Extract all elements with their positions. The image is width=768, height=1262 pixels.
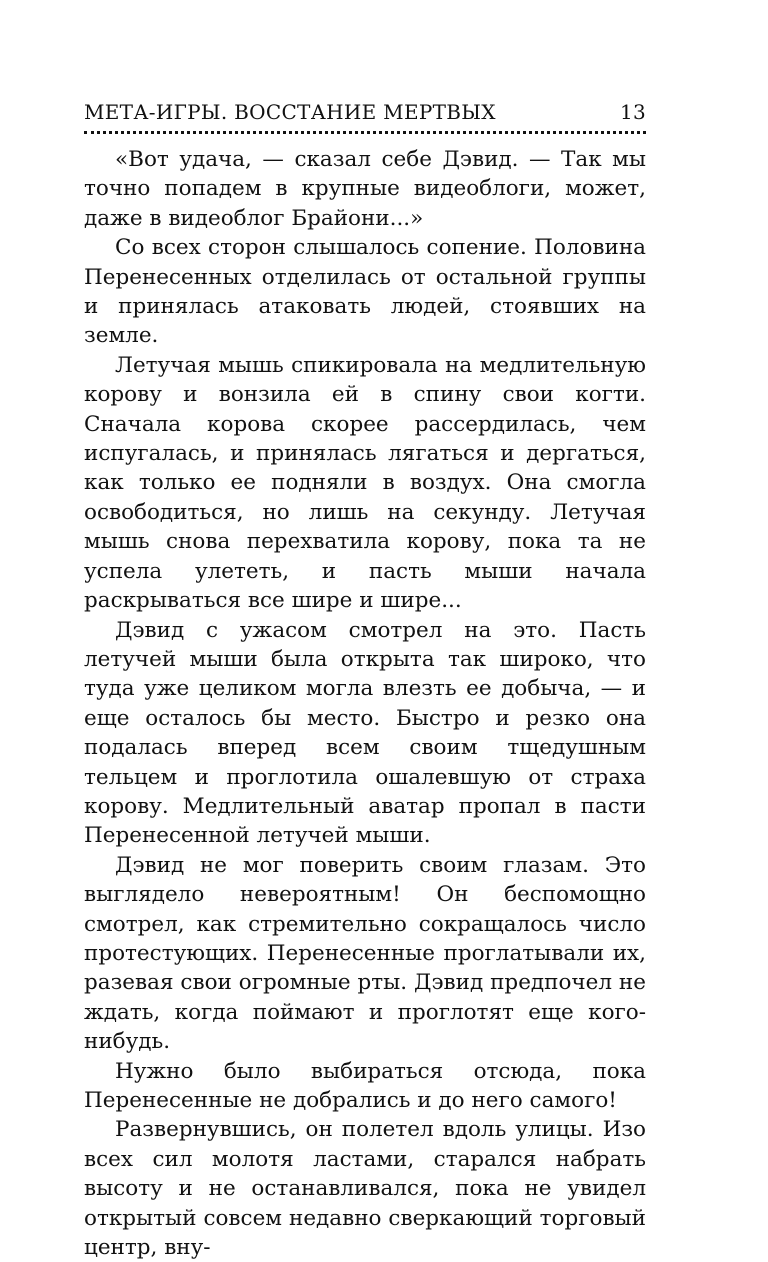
book-title: МЕТА-ИГРЫ. ВОССТАНИЕ МЕРТВЫХ: [84, 100, 496, 124]
paragraph: Нужно было выбираться отсюда, пока Перенесенные не добрались и до него самого!: [84, 1058, 646, 1113]
paragraph: Развернувшись, он полетел вдоль улицы. Изо всех сил молотя ластами, старался набрать высоту и не останавливался, пока не увидел открытый совсем недавно сверкающий торговый центр, вну-: [84, 1117, 646, 1261]
page-number: 13: [619, 100, 646, 124]
paragraph: «Вот удача, — сказал себе Дэвид. — Так мы точно попадем в крупные видеоблоги, может, даже в видеоблог Брайони...»: [84, 147, 646, 231]
body-text: [84, 145, 646, 1262]
paragraph: Со всех сторон слышалось сопение. Половина Перенесенных отделилась от остальной группы и принялась атаковать людей, стоявших на земле.: [84, 235, 646, 349]
dotted-divider: [84, 131, 646, 134]
running-header: [84, 100, 646, 124]
paragraph: Дэвид с ужасом смотрел на это. Пасть летучей мыши была открыта так широко, что туда уже целиком могла влезть ее добыча, — и еще осталось бы место. Быстро и резко она подалась вперед всем своим тщедушным тельцем и проглотила ошалевшую от страха корову. Медлительный аватар пропал в пасти Перенесенной летучей мыши.: [84, 617, 646, 849]
paragraph: Летучая мышь спикировала на медлительную корову и вонзила ей в спину свои когти. Сначала корова скорее рассердилась, чем испугалась, и принялась лягаться и дергаться, как только ее подняли в воздух. Она смогла освободиться, но лишь на секунду. Летучая мышь снова перехватила корову, пока та не успела улететь, и пасть мыши начала раскрываться все шире и шире...: [84, 352, 646, 614]
paragraph: Дэвид не мог поверить своим глазам. Это выглядело невероятным! Он беспомощно смотрел, как стремительно сокращалось число протестующих. Перенесенные проглатывали их, разевая свои огромные рты. Дэвид предпочел не ждать, когда поймают и проглотят еще кого-нибудь.: [84, 852, 646, 1055]
